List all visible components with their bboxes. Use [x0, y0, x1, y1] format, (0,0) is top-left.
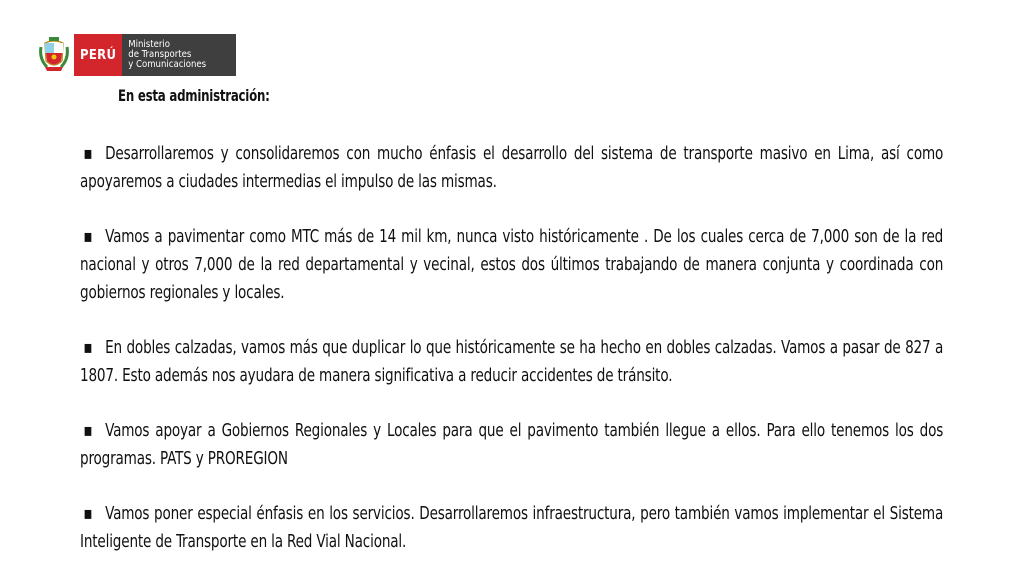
list-item — [80, 140, 943, 196]
list-item — [80, 334, 943, 390]
ministry-line: de Transportes — [128, 49, 192, 60]
ministry-logo — [36, 34, 236, 76]
country-label: PERÚ — [74, 34, 122, 76]
list-item-text: Desarrollaremos y consolidaremos con mucho énfasis el desarrollo del sistema de transporte masivo en Lima, así como apoyaremos a ciudades intermedias el impulso de las mismas. — [80, 143, 944, 192]
list-item-text: Vamos poner especial énfasis en los servicios. Desarrollaremos infraestructura, pero también vamos implementar el Sistema Inteligente de Transporte en la Red Vial Nacional. — [80, 503, 944, 552]
ministry-name — [122, 34, 236, 76]
ministry-line: Ministerio — [128, 39, 170, 50]
list-item-text: Vamos apoyar a Gobiernos Regionales y Locales para que el pavimento también llegue a ellos. Para ello tenemos los dos programas. PATS y PROREGION — [80, 420, 944, 469]
coat-of-arms-icon — [36, 34, 72, 76]
bullet-icon: ▪ — [83, 503, 93, 524]
bullet-icon: ▪ — [83, 420, 93, 441]
bullet-list — [80, 140, 943, 583]
list-item — [80, 500, 943, 556]
ministry-line: y Comunicaciones — [128, 59, 207, 70]
bullet-icon: ▪ — [83, 226, 93, 247]
section-heading: En esta administración: — [118, 86, 270, 105]
bullet-icon: ▪ — [83, 143, 93, 164]
list-item — [80, 223, 943, 307]
bullet-icon: ▪ — [83, 337, 93, 358]
list-item — [80, 417, 943, 473]
list-item-text: Vamos a pavimentar como MTC más de 14 mil km, nunca visto históricamente . De los cuales cerca de 7,000 son de la red nacional y otros 7,000 de la red departamental y vecinal, estos dos últimos trabajando de manera conjunta y coordinada con gobiernos regionales y locales. — [80, 226, 944, 303]
list-item-text: En dobles calzadas, vamos más que duplicar lo que históricamente se ha hecho en dobles calzadas. Vamos a pasar de 827 a 1807. Esto además nos ayudara de manera significativa a reducir accidentes de tránsito. — [80, 337, 944, 386]
